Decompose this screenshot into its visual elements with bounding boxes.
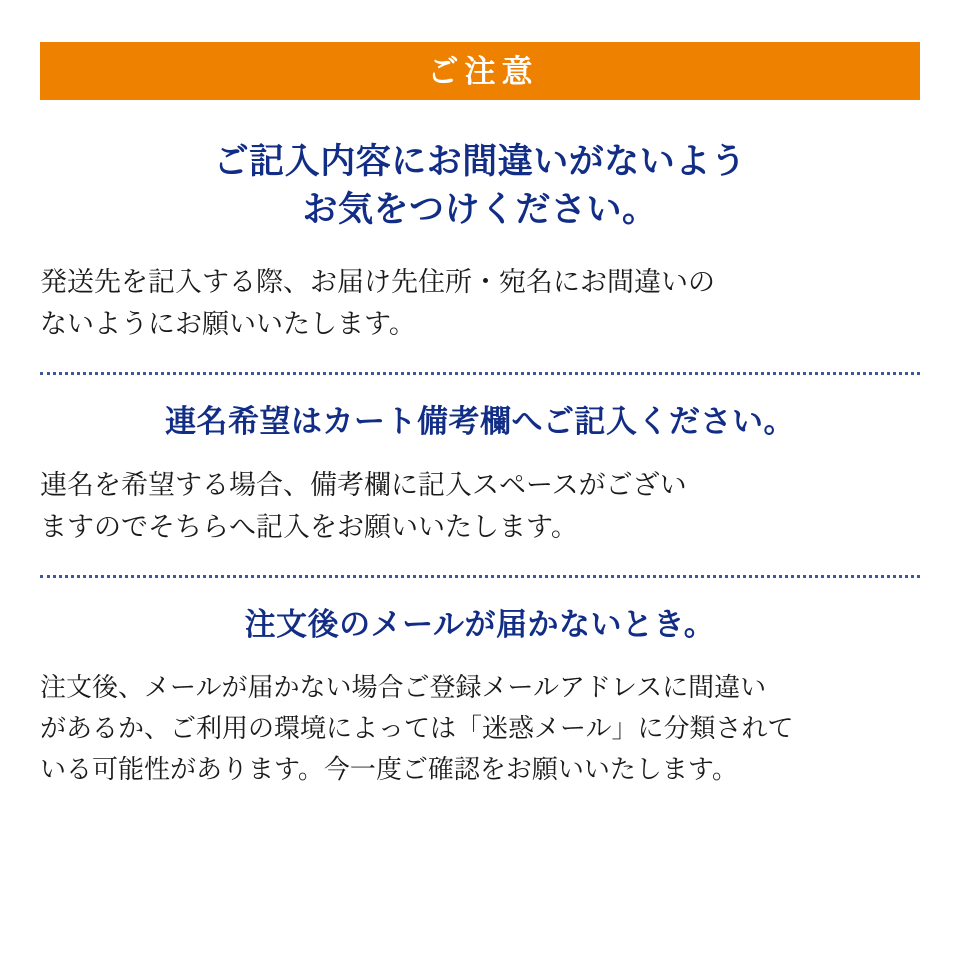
section-heading-line: ご記入内容にお間違いがないよう [213,142,747,181]
section-body-line: 注文後、メールが届かない場合ご登録メールアドレスに間違い [40,671,767,702]
section-body-line: 連名を希望する場合、備考欄に記入スペースがござい [40,469,687,500]
section-heading-line: 注文後のメールが届かないとき。 [244,606,716,642]
section-body [40,464,920,549]
section-heading [40,138,920,235]
notice-banner [40,42,920,100]
notice-section-address [40,138,920,346]
section-body [40,261,920,346]
section-body-line: いる可能性があります。今一度ご確認をお願いいたします。 [40,753,738,784]
notice-banner-title: ご注意 [427,53,539,89]
section-body-line: があるか、ご利用の環境によっては「迷惑メール」に分類されて [40,712,794,743]
notice-content [40,120,920,790]
section-heading [40,604,920,647]
section-body-line: ますのでそちらへ記入をお願いいたします。 [40,512,578,543]
section-heading-line: お気をつけください。 [302,190,658,230]
section-divider [40,575,920,578]
section-body-line: 発送先を記入する際、お届け先住所・宛名にお間違いの [40,266,715,297]
notice-section-joint-name [40,401,920,549]
section-body [40,667,920,790]
notice-section-email [40,604,920,790]
section-heading [40,401,920,444]
section-body-line: ないようにお願いいたします。 [40,309,416,340]
section-heading-line: 連名希望はカート備考欄へご記入ください。 [165,403,795,439]
section-divider [40,372,920,375]
